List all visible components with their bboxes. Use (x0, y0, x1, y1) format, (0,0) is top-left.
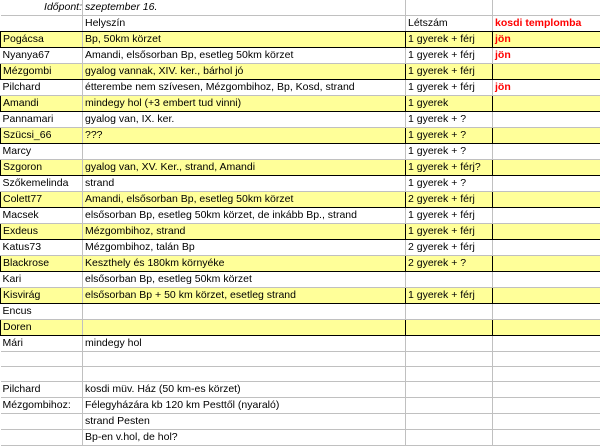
count-cell[interactable]: 1 gyerek (406, 96, 493, 112)
empty-cell[interactable] (406, 382, 493, 398)
church-cell[interactable] (493, 256, 600, 272)
table-row (1, 160, 600, 176)
empty-cell[interactable] (493, 352, 600, 367)
empty-cell[interactable] (493, 0, 600, 16)
location-cell[interactable]: elsősorban Bp, esetleg 50km körzet (83, 272, 406, 288)
table-row (1, 336, 600, 352)
church-cell[interactable] (493, 208, 600, 224)
church-cell[interactable] (493, 304, 600, 320)
name-cell[interactable]: Pannamari (1, 112, 83, 128)
empty-cell[interactable] (1, 367, 83, 382)
empty-cell[interactable] (493, 367, 600, 382)
church-cell[interactable] (493, 336, 600, 352)
note-label-cell[interactable]: Pilchard (1, 382, 83, 398)
count-cell[interactable]: 2 gyerek + férj (406, 240, 493, 256)
church-cell[interactable]: jön (493, 48, 600, 64)
empty-cell[interactable] (493, 398, 600, 414)
empty-cell[interactable] (493, 382, 600, 398)
church-cell[interactable] (493, 144, 600, 160)
note-label-cell[interactable]: Mézgombihoz: (1, 398, 83, 414)
note-text-cell[interactable]: Félegyházára kb 120 km Pesttől (nyaraló) (83, 398, 406, 414)
note-label-cell[interactable] (1, 414, 83, 430)
church-cell[interactable] (493, 192, 600, 208)
count-cell[interactable]: 2 gyerek + ? (406, 256, 493, 272)
empty-cell[interactable] (83, 352, 406, 367)
name-cell[interactable]: Pogácsa (1, 32, 83, 48)
count-cell[interactable]: 1 gyerek + ? (406, 176, 493, 192)
table-row (1, 256, 600, 272)
location-cell[interactable]: Bp, 50km körzet (83, 32, 406, 48)
location-cell[interactable]: Amandi, elsősorban Bp, esetleg 50km körzet (83, 192, 406, 208)
note-row (1, 382, 600, 398)
location-cell[interactable]: gyalog van, IX. ker. (83, 112, 406, 128)
location-cell[interactable]: gyalog vannak, XIV. ker., bárhol jó (83, 64, 406, 80)
table-row (1, 80, 600, 96)
table-row (1, 64, 600, 80)
table-row (1, 176, 600, 192)
count-cell[interactable]: 1 gyerek + férj (406, 32, 493, 48)
count-cell[interactable]: 1 gyerek + férj (406, 288, 493, 304)
location-cell[interactable]: mindegy hol (+3 embert tud vinni) (83, 96, 406, 112)
count-cell[interactable] (406, 272, 493, 288)
church-cell[interactable]: jön (493, 80, 600, 96)
location-cell[interactable]: ??? (83, 128, 406, 144)
count-cell[interactable]: 1 gyerek + férj (406, 80, 493, 96)
count-cell[interactable] (406, 304, 493, 320)
table-row (1, 192, 600, 208)
count-cell[interactable]: 1 gyerek + férj (406, 224, 493, 240)
empty-cell[interactable] (406, 0, 493, 16)
location-cell[interactable]: étterembe nem szívesen, Mézgombihoz, Bp, Kosd, strand (83, 80, 406, 96)
church-cell[interactable] (493, 112, 600, 128)
count-cell[interactable] (406, 320, 493, 336)
blank-row (1, 352, 600, 367)
header-count-cell[interactable]: Létszám (406, 16, 493, 32)
count-cell[interactable]: 1 gyerek + ? (406, 144, 493, 160)
name-cell[interactable]: Mári (1, 336, 83, 352)
name-cell[interactable]: Nyanya67 (1, 48, 83, 64)
count-cell[interactable]: 1 gyerek + ? (406, 128, 493, 144)
table-row (1, 112, 600, 128)
church-cell[interactable] (493, 96, 600, 112)
sheet-body (1, 0, 600, 446)
location-cell[interactable]: strand (83, 176, 406, 192)
location-cell[interactable]: elsősorban Bp, esetleg 50km körzet, de inkább Bp., strand (83, 208, 406, 224)
church-cell[interactable] (493, 320, 600, 336)
name-cell[interactable]: Szőkemelinda (1, 176, 83, 192)
empty-cell[interactable] (1, 352, 83, 367)
note-text-cell[interactable]: Bp-en v.hol, de hol? (83, 430, 406, 446)
name-cell[interactable]: Katus73 (1, 240, 83, 256)
church-cell[interactable] (493, 240, 600, 256)
name-cell[interactable]: Blackrose (1, 256, 83, 272)
church-cell[interactable] (493, 160, 600, 176)
table-row (1, 304, 600, 320)
name-cell[interactable]: Kari (1, 272, 83, 288)
location-cell[interactable]: Mézgombihoz, strand (83, 224, 406, 240)
empty-cell[interactable] (83, 367, 406, 382)
table-row (1, 144, 600, 160)
name-cell[interactable]: Szgoron (1, 160, 83, 176)
location-cell[interactable]: Amandi, elsősorban Bp, esetleg 50km körzet (83, 48, 406, 64)
location-cell[interactable] (83, 144, 406, 160)
table-row (1, 48, 600, 64)
name-cell[interactable]: Szücsi_66 (1, 128, 83, 144)
count-cell[interactable]: 1 gyerek + férj (406, 48, 493, 64)
note-row (1, 430, 600, 446)
count-cell[interactable]: 1 gyerek + férj (406, 208, 493, 224)
empty-cell[interactable] (493, 414, 600, 430)
header-row (1, 16, 600, 32)
name-cell[interactable]: Marcy (1, 144, 83, 160)
location-cell[interactable] (83, 304, 406, 320)
location-cell[interactable] (83, 320, 406, 336)
empty-cell[interactable] (406, 398, 493, 414)
table-row (1, 96, 600, 112)
table-row (1, 128, 600, 144)
name-cell[interactable]: Encus (1, 304, 83, 320)
table-row (1, 320, 600, 336)
location-cell[interactable]: Keszthely és 180km környéke (83, 256, 406, 272)
table-row (1, 32, 600, 48)
count-cell[interactable] (406, 336, 493, 352)
blank-row (1, 367, 600, 382)
church-cell[interactable] (493, 176, 600, 192)
date-value-cell[interactable]: szeptember 16. (83, 0, 406, 16)
location-cell[interactable]: elsősorban Bp + 50 km körzet, esetleg strand (83, 288, 406, 304)
empty-cell[interactable] (406, 430, 493, 446)
location-cell[interactable]: gyalog van, XV. Ker., strand, Amandi (83, 160, 406, 176)
table-row (1, 288, 600, 304)
header-church-cell[interactable]: kosdi templomba (493, 16, 600, 32)
empty-cell[interactable] (406, 352, 493, 367)
note-text-cell[interactable]: kosdi müv. Ház (50 km-es körzet) (83, 382, 406, 398)
header-name-cell[interactable] (1, 16, 83, 32)
count-cell[interactable]: 2 gyerek + férj (406, 192, 493, 208)
count-cell[interactable]: 1 gyerek + férj? (406, 160, 493, 176)
empty-cell[interactable] (406, 367, 493, 382)
date-row (1, 0, 600, 16)
note-row (1, 414, 600, 430)
note-label-cell[interactable] (1, 430, 83, 446)
table-row (1, 240, 600, 256)
name-cell[interactable]: Macsek (1, 208, 83, 224)
table-row (1, 208, 600, 224)
note-row (1, 398, 600, 414)
name-cell[interactable]: Kisvirág (1, 288, 83, 304)
name-cell[interactable]: Colett77 (1, 192, 83, 208)
name-cell[interactable]: Pilchard (1, 80, 83, 96)
empty-cell[interactable] (406, 414, 493, 430)
table-row (1, 224, 600, 240)
church-cell[interactable]: jön (493, 32, 600, 48)
church-cell[interactable] (493, 128, 600, 144)
date-label-cell[interactable]: Időpont: (1, 0, 83, 16)
count-cell[interactable]: 1 gyerek + ? (406, 112, 493, 128)
empty-cell[interactable] (493, 430, 600, 446)
note-text-cell[interactable]: strand Pesten (83, 414, 406, 430)
location-cell[interactable]: mindegy hol (83, 336, 406, 352)
name-cell[interactable]: Mézgombi (1, 64, 83, 80)
count-cell[interactable]: 1 gyerek + férj (406, 64, 493, 80)
location-cell[interactable]: Mézgombihoz, talán Bp (83, 240, 406, 256)
church-cell[interactable] (493, 64, 600, 80)
church-cell[interactable] (493, 288, 600, 304)
name-cell[interactable]: Doren (1, 320, 83, 336)
header-location-cell[interactable]: Helyszín (83, 16, 406, 32)
name-cell[interactable]: Amandi (1, 96, 83, 112)
name-cell[interactable]: Exdeus (1, 224, 83, 240)
table-row (1, 272, 600, 288)
church-cell[interactable] (493, 224, 600, 240)
church-cell[interactable] (493, 272, 600, 288)
